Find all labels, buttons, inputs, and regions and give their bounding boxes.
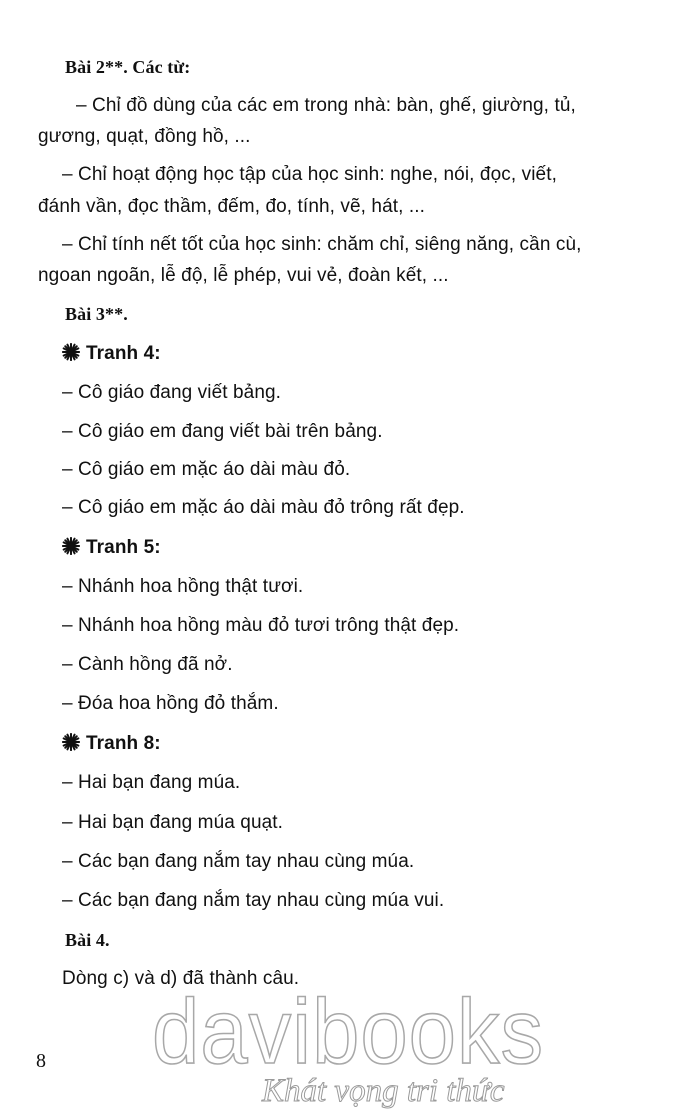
bai3-title: Bài 3**. <box>65 304 128 324</box>
tranh-8-line-2: – Hai bạn đang múa quạt. <box>62 812 284 833</box>
bai2-item-1-line-2: gương, quạt, đồng hồ, ... <box>38 126 251 147</box>
tranh-8-line-1: – Hai bạn đang múa. <box>62 772 241 793</box>
tranh-5-line-4: – Đóa hoa hồng đỏ thắm. <box>62 693 279 714</box>
tranh-4-line-1: – Cô giáo đang viết bảng. <box>62 382 282 403</box>
tranh-5-label: Tranh 5: <box>86 537 161 558</box>
tranh-8-label: Tranh 8: <box>86 733 161 754</box>
tranh-8-heading <box>62 733 161 755</box>
page-number: 8 <box>36 1050 46 1072</box>
bai2-item-2-line-1: – Chỉ hoạt động học tập của học sinh: nghe, nói, đọc, viết, <box>62 164 557 185</box>
star-bullet-icon <box>62 537 80 555</box>
tranh-4-label: Tranh 4: <box>86 343 161 364</box>
davibooks-watermark-logo <box>148 985 548 1075</box>
tranh-5-line-2: – Nhánh hoa hồng màu đỏ tươi trông thật đẹp. <box>62 615 460 636</box>
bai4-title: Bài 4. <box>65 930 110 950</box>
star-bullet-icon <box>62 343 80 361</box>
tranh-5-line-3: – Cành hồng đã nở. <box>62 654 233 675</box>
tranh-4-line-3: – Cô giáo em mặc áo dài màu đỏ. <box>62 459 351 480</box>
tranh-8-line-4: – Các bạn đang nắm tay nhau cùng múa vui. <box>62 890 445 911</box>
tranh-4-line-4: – Cô giáo em mặc áo dài màu đỏ trông rất đẹp. <box>62 497 465 518</box>
tranh-8-line-3: – Các bạn đang nắm tay nhau cùng múa. <box>62 851 415 872</box>
tranh-5-line-1: – Nhánh hoa hồng thật tươi. <box>62 576 304 597</box>
watermark-tagline: Khát vọng tri thức <box>262 1073 505 1109</box>
watermark-logo-text: davibooks <box>152 985 544 1075</box>
tranh-4-line-2: – Cô giáo em đang viết bài trên bảng. <box>62 421 383 442</box>
bai2-title: Bài 2**. Các từ: <box>65 57 191 77</box>
tranh-5-heading <box>62 537 161 559</box>
star-bullet-icon <box>62 733 80 751</box>
bai4-text: Dòng c) và d) đã thành câu. <box>62 968 300 989</box>
bai2-item-3-line-2: ngoan ngoãn, lễ độ, lễ phép, vui vẻ, đoàn kết, ... <box>38 265 449 286</box>
bai2-item-2-line-2: đánh vần, đọc thầm, đếm, đo, tính, vẽ, hát, ... <box>38 196 426 217</box>
tranh-4-heading <box>62 343 161 365</box>
bai2-item-1-line-1: – Chỉ đồ dùng của các em trong nhà: bàn, ghế, giường, tủ, <box>76 95 576 116</box>
bai2-item-3-line-1: – Chỉ tính nết tốt của học sinh: chăm chỉ, siêng năng, cần cù, <box>62 234 582 255</box>
